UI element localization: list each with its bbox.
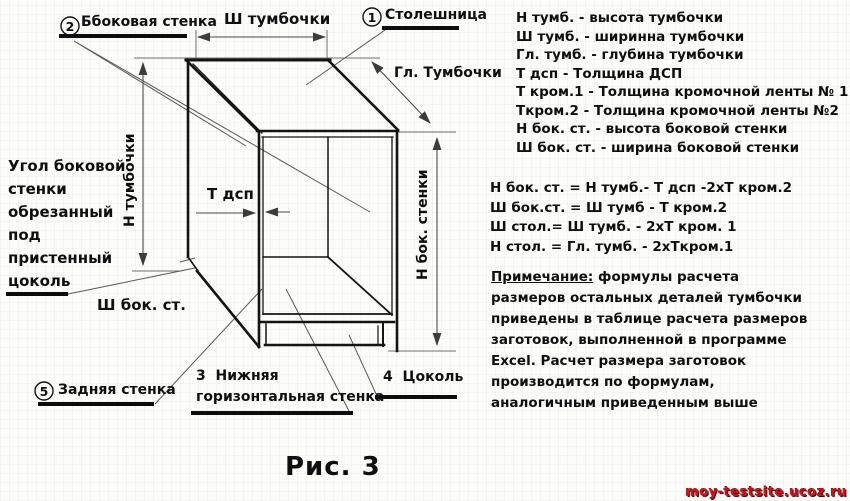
label-part2-side-wall: Ббоковая стенка [81, 14, 217, 30]
note-body: формулы расчета размеров остальных деталей тумбочки приведены в таблице расчета размеров заготовок, выполненной в программе Excel. Расчет размера заготовок производится по формулам, аналогичным приведенным выше [491, 269, 808, 411]
part1-number: 1 [367, 10, 377, 25]
label-part1-worktop: Столешница [385, 7, 487, 23]
corner-note-line: цоколь [8, 272, 71, 290]
label-part3-bottom-wall-line1: 3 Нижняя [196, 368, 279, 384]
corner-note-line: пристенный [8, 249, 113, 267]
legend-item: Н тумб. - высота тумбочки [516, 10, 724, 26]
label-side-height-dimension: Н бок. стенки [415, 169, 431, 280]
label-part3-bottom-wall-line2: горизонтальная стенка [196, 389, 385, 405]
legend-item: Ш бок. ст. - ширина боковой стенки [516, 139, 800, 156]
label-part4-plinth: 4 Цоколь [383, 369, 464, 385]
label-depth-dimension: Гл. Тумбочки [394, 65, 502, 81]
part5-number: 5 [39, 384, 49, 399]
label-part5-back-wall: Задняя стенка [58, 382, 176, 398]
label-width-dimension: Ш тумбочки [224, 10, 331, 28]
legend-item: Т кром.1 - Толщина кромочной ленты № 1 [516, 84, 849, 100]
corner-note-line: стенки [8, 180, 67, 198]
legend-item: Гл. тумб. - глубина тумбочки [516, 47, 744, 63]
formula-line: Ш бок.ст. = Ш тумб - Т кром.2 [490, 199, 728, 216]
label-height-dimension: Н тумбочки [122, 133, 138, 227]
site-watermark: moy-testsite.ucoz.ru [685, 485, 847, 500]
abbreviations-legend [516, 9, 848, 157]
formula-line: Н стол. = Гл. тумб. - 2хТкром.1 [490, 238, 734, 255]
formula-line: Н бок. ст. = Н тумб.- Т дсп -2хТ кром.2 [490, 180, 792, 196]
corner-note-line: под [8, 226, 41, 244]
figure-caption: Рис. 3 [285, 452, 381, 482]
corner-note-line: Угол боковой [8, 157, 126, 175]
legend-item: Ткром.2 - Толщина кромочной ленты №2 [516, 102, 839, 119]
legend-item: Ш тумб. - ширинна тумбочки [516, 28, 745, 45]
size-formulas [490, 179, 792, 257]
corner-cut-note [8, 155, 126, 293]
note-title: Примечание: [491, 269, 594, 285]
label-side-width-dimension: Ш бок. ст. [97, 296, 186, 314]
part2-number: 2 [65, 19, 75, 34]
legend-item: Н бок. ст. - высота боковой стенки [516, 121, 788, 137]
formula-line: Ш стол.= Ш тумб. - 2хТ кром. 1 [490, 219, 737, 235]
cabinet-outline [186, 60, 398, 351]
legend-item: Т дсп - Толщина ДСП [516, 65, 683, 82]
label-thickness-dimension: Т дсп [207, 185, 254, 203]
corner-note-line: обрезанный [8, 203, 114, 221]
note-paragraph [491, 267, 813, 414]
